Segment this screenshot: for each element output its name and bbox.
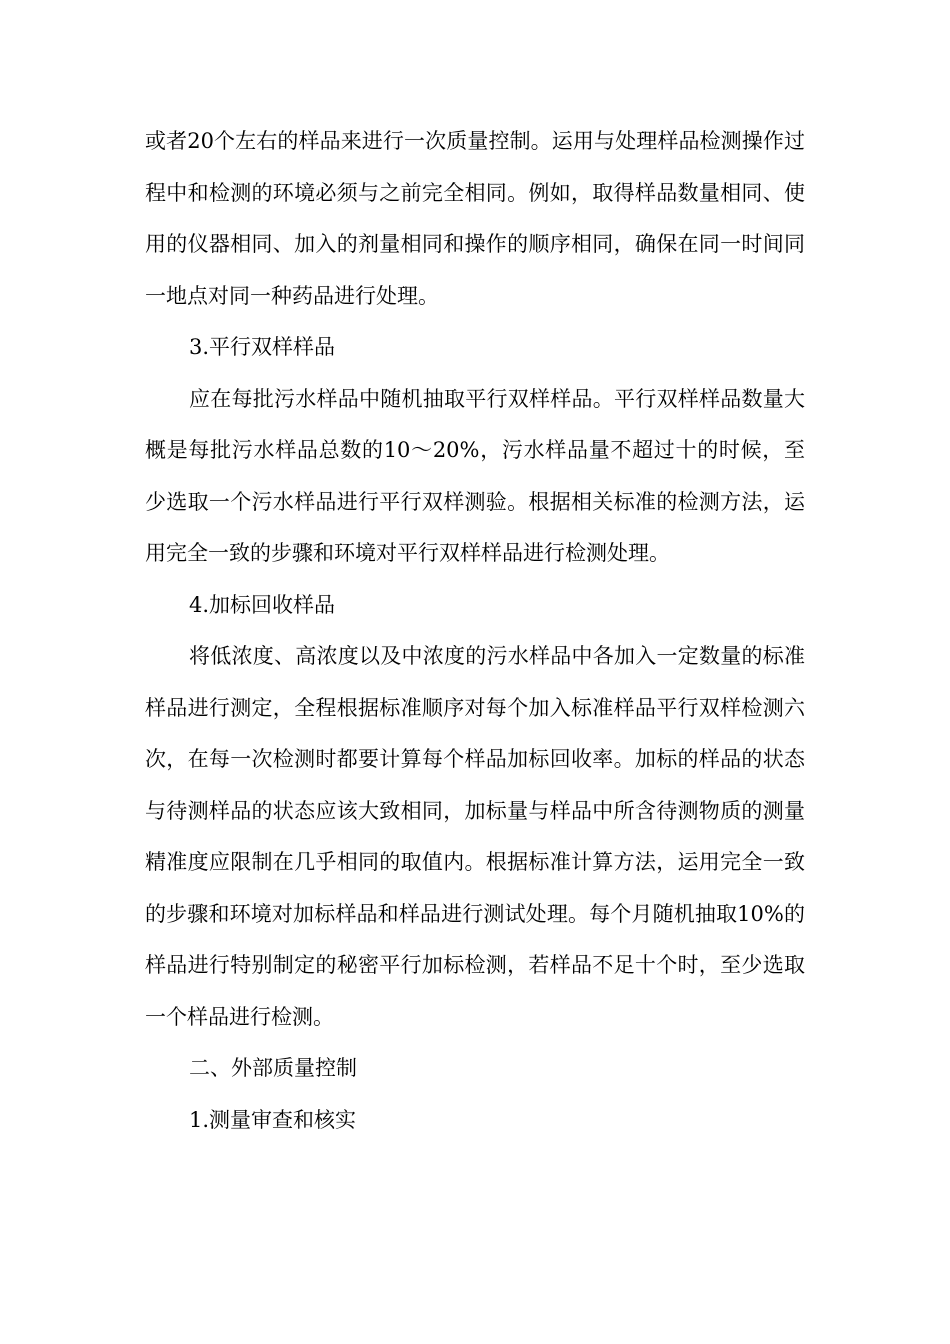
paragraph-continuation: 或者20个左右的样品来进行一次质量控制。运用与处理样品检测操作过程中和检测的环境必须与之前完全相同。例如，取得样品数量相同、使用的仪器相同、加入的剂量相同和操作的顺序相同，确保在同一时间同一地点对同一种药品进行处理。 xyxy=(145,129,805,308)
paragraph-parallel-samples: 应在每批污水样品中随机抽取平行双样样品。平行双样样品数量大概是每批污水样品总数的10～20%，污水样品量不超过十的时候，至少选取一个污水样品进行平行双样测验。根据相关标准的检测方法，运用完全一致的步骤和环境对平行双样样品进行检测处理。 xyxy=(145,386,805,565)
section-heading-parallel-samples: 3.平行双样样品 xyxy=(189,335,336,359)
paragraph-spiked-recovery: 将低浓度、高浓度以及中浓度的污水样品中各加入一定数量的标准样品进行测定，全程根据标准顺序对每个加入标准样品平行双样检测六次，在每一次检测时都要计算每个样品加标回收率。加标的样品的状态与待测样品的状态应该大致相同，加标量与样品中所含待测物质的测量精准度应限制在几乎相同的取值内。根据标准计算方法，运用完全一致的步骤和环境对加标样品和样品进行测试处理。每个月随机抽取10%的样品进行特别制定的秘密平行加标检测，若样品不足十个时，至少选取一个样品进行检测。 xyxy=(145,644,805,1029)
section-heading-measurement-review: 1.测量审查和核实 xyxy=(189,1107,357,1132)
document-body xyxy=(145,116,805,1146)
section-heading-spiked-recovery: 4.加标回收样品 xyxy=(189,592,336,617)
section-heading-external-qc: 二、外部质量控制 xyxy=(189,1056,357,1080)
